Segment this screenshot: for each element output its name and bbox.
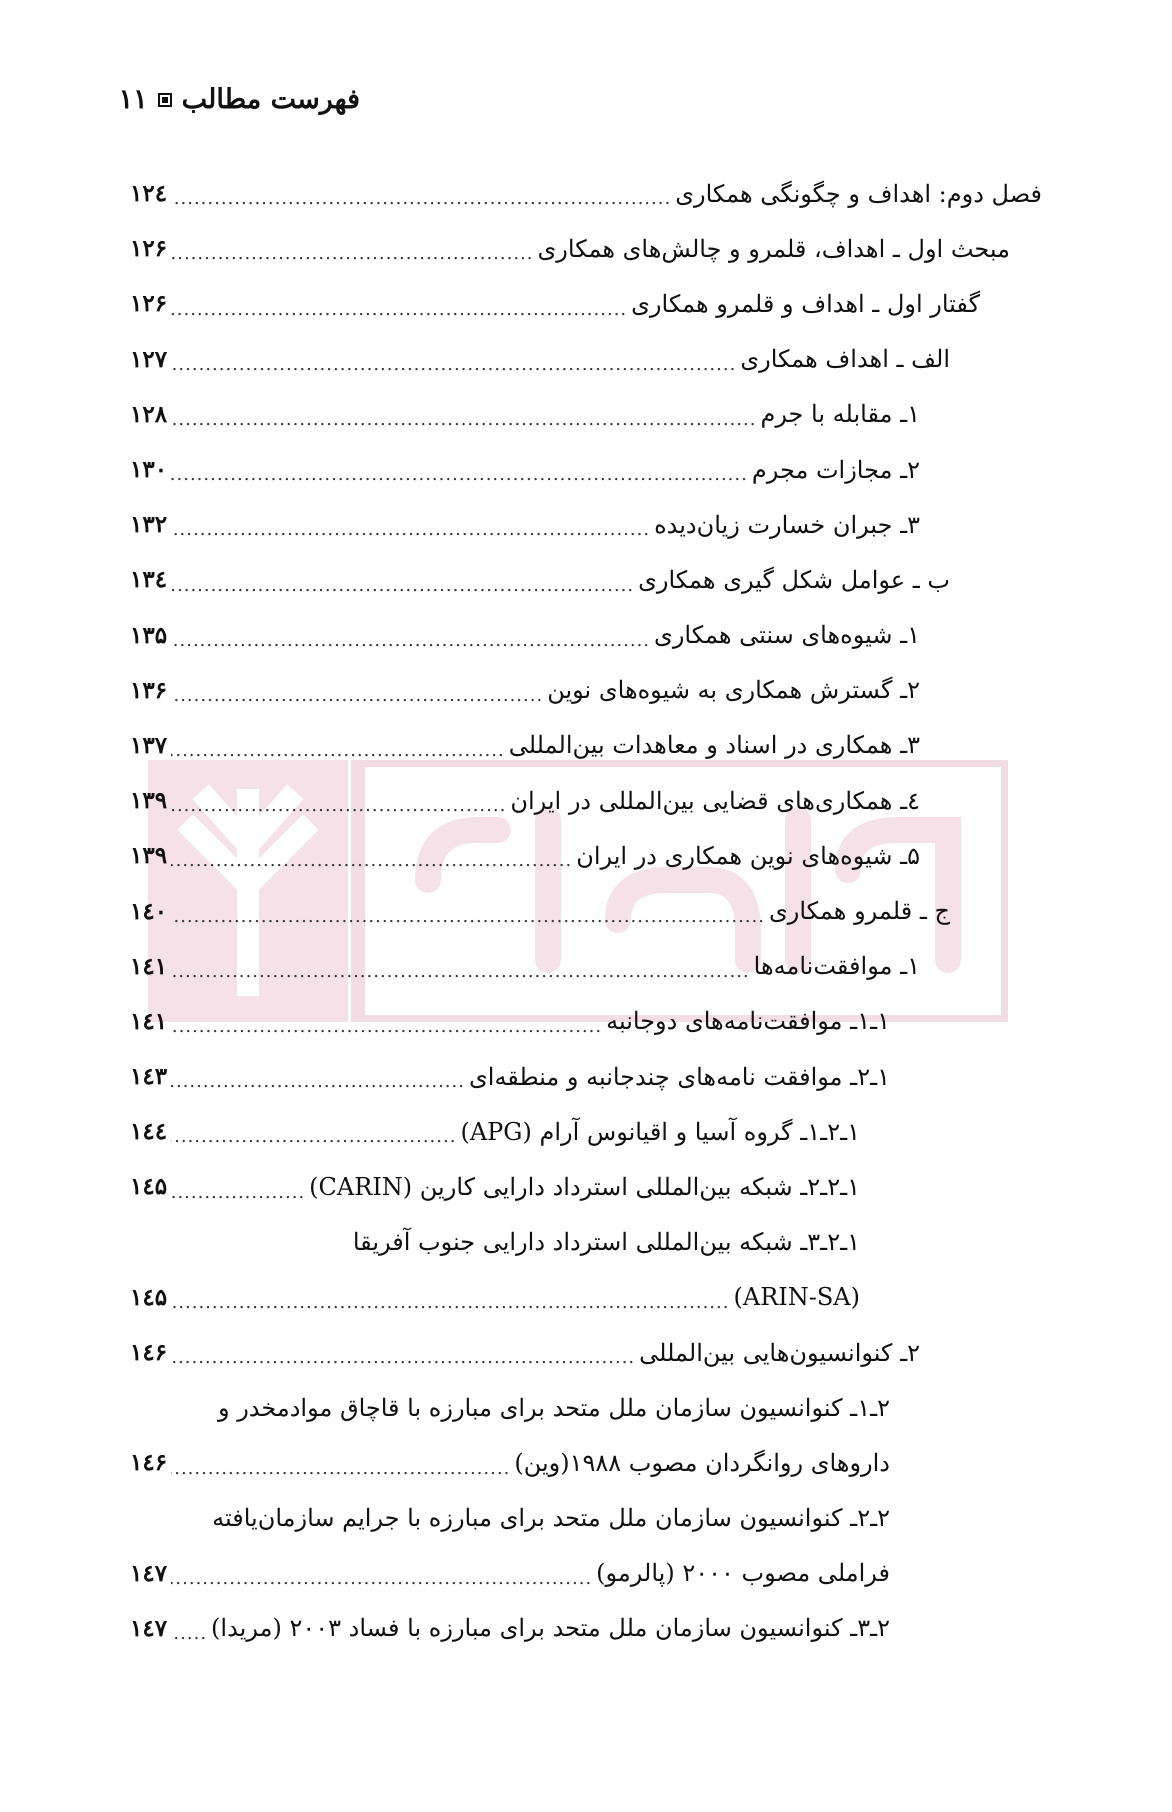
toc-entry-title: (ARIN-SA) [733,1283,860,1312]
toc-entry-page: ۱٤۰ [130,897,168,925]
toc-entry-page: ۱۳٤ [130,566,168,594]
dot-leader [171,188,671,221]
toc-entry [130,1435,1042,1490]
toc-entry [130,1325,1042,1380]
toc-entry [130,608,1042,663]
toc-entry [130,497,1042,552]
toc-entry-title: ۱ـ۲ـ۱ـ گروه آسیا و اقیانوس آرام (APG) [460,1117,860,1146]
dot-leader [171,961,750,994]
toc-entry-title: مبحث اول ـ اهداف، قلمرو و چالش‌های همکاری [537,234,1010,263]
toc-entry [130,1546,1042,1601]
toc-entry [130,718,1042,773]
toc-entry-page: ۱٤۷ [130,1614,168,1642]
dot-leader [171,575,634,608]
toc-entry-page: ۱۳۲ [130,511,168,539]
toc-entry-page: ۱۳۶ [130,676,168,704]
toc-entry [130,1104,1042,1159]
toc-entry [130,1159,1042,1214]
toc-entry-page: ۱۲۶ [130,290,168,318]
toc-entry-title: فصل دوم: اهداف و چگونگی همکاری [675,179,1042,208]
toc-entry-page: ۱٤۶ [130,1339,168,1367]
toc-entry-title: الف ـ اهداف همکاری [740,345,950,374]
dot-leader [171,519,650,552]
toc-entry-title: ۲ـ۱ـ کنوانسیون سازمان ملل متحد برای مبارزه با قاچاق موادمخدر و [217,1393,890,1422]
toc-entry [130,1380,1042,1435]
table-of-contents [130,166,1042,1656]
toc-entry-title: ۳ـ جبران خسارت زیان‌دیده [654,510,920,539]
toc-entry [130,773,1042,828]
toc-entry [130,332,1042,387]
toc-entry-page: ۱٤۵ [130,1283,168,1311]
dot-leader [171,1016,602,1049]
dot-leader [171,1292,729,1325]
toc-entry [130,1215,1042,1270]
toc-entry-title: داروهای روانگردان مصوب ۱۹۸۸(وین) [514,1448,890,1477]
toc-entry-page: ۱۳۵ [130,621,168,649]
toc-entry [130,994,1042,1049]
header-title: فهرست مطالب [181,84,360,115]
toc-entry-page: ۱۳۹ [130,787,168,815]
toc-entry-title: ۲ـ مجازات مجرم [751,455,920,484]
toc-entry-title: ۲ـ گسترش همکاری به شیوه‌های نوین [547,676,920,705]
toc-entry-page: ۱٤۱ [130,952,168,980]
toc-entry-title: ۱ـ۱ـ موافقت‌نامه‌های دوجانبه [606,1007,890,1036]
dot-leader [171,464,748,497]
toc-entry [130,387,1042,442]
page-header [119,84,360,115]
toc-entry-title: ۳ـ همکاری در اسناد و معاهدات بین‌المللی [508,731,920,760]
toc-entry [130,166,1042,221]
dot-leader [171,1071,465,1104]
toc-entry-title: گفتار اول ـ اهداف و قلمرو همکاری [631,289,980,318]
dot-leader [171,795,506,828]
dot-leader [171,1347,635,1380]
toc-entry-title: ٤ـ همکاری‌های قضایی بین‌المللی در ایران [510,786,920,815]
dot-leader [171,299,627,332]
toc-entry-title: ۱ـ۲ـ۲ـ شبکه بین‌المللی استرداد دارایی کارین (CARIN) [309,1172,860,1201]
toc-entry-title: فراملی مصوب ۲۰۰۰ (پالرمو) [596,1559,890,1588]
toc-entry [130,1270,1042,1325]
toc-entry-page: ۱۲۶ [130,235,168,263]
toc-entry-title: ۱ـ۲ـ موافقت نامه‌های چندجانبه و منطقه‌ای [468,1062,890,1091]
toc-entry-title: ۱ـ شیوه‌های سنتی همکاری [654,621,920,650]
dot-leader [171,409,756,442]
toc-entry [130,1491,1042,1546]
toc-entry-page: ۱٤٤ [130,1118,168,1146]
dot-leader [171,1568,592,1601]
toc-entry-page: ۱۳۷ [130,731,168,759]
dot-leader [171,243,533,276]
toc-entry-title: ۲ـ کنوانسیون‌هایی بین‌المللی [639,1338,920,1367]
toc-entry-title: ۲ـ۲ـ کنوانسیون سازمان ملل متحد برای مبارزه با جرایم سازمان‌یافته [212,1504,890,1533]
toc-entry [130,552,1042,607]
toc-entry-page: ۱۲٤ [130,180,168,208]
toc-entry [130,442,1042,497]
toc-entry-page: ۱۳۰ [130,456,168,484]
dot-leader [171,354,736,387]
dot-leader [171,1126,456,1159]
header-page-number: ۱۱ [118,84,148,115]
toc-entry-title: ۵ـ شیوه‌های نوین همکاری در ایران [576,841,920,870]
toc-entry [130,828,1042,883]
toc-entry-title: ۱ـ موافقت‌نامه‌ها [753,952,920,981]
dot-leader [171,850,572,883]
dot-leader [171,906,765,939]
toc-entry-title: ۱ـ۲ـ۳ـ شبکه بین‌المللی استرداد دارایی جنوب آفریقا [352,1228,860,1257]
toc-entry [130,939,1042,994]
toc-entry-title: ج ـ قلمرو همکاری [768,897,950,926]
toc-entry-page: ۱۲۸ [130,400,168,428]
toc-entry-page: ۱٤۶ [130,1449,168,1477]
toc-entry-page: ۱٤۵ [130,1173,168,1201]
dot-leader [171,1458,510,1491]
toc-entry-page: ۱۲۷ [130,345,168,373]
toc-entry-page: ۱٤۷ [130,1559,168,1587]
toc-entry-title: ۲ـ۳ـ کنوانسیون سازمان ملل متحد برای مبارزه با فساد ۲۰۰۳ (مریدا) [211,1614,890,1643]
square-bullet-icon [158,93,172,107]
toc-entry [130,1601,1042,1656]
toc-entry-title: ۱ـ مقابله با جرم [760,400,920,429]
dot-leader [171,740,505,773]
toc-entry [130,663,1042,718]
toc-entry-page: ۱٤۱ [130,1007,168,1035]
toc-entry [130,221,1042,276]
toc-entry [130,1049,1042,1104]
dot-leader [171,630,650,663]
toc-entry-page: ۱۳۹ [130,842,168,870]
toc-entry-page: ۱٤۳ [130,1063,168,1091]
dot-leader [171,685,543,718]
dot-leader [171,1623,207,1656]
dot-leader [171,1182,305,1215]
toc-entry-title: ب ـ عوامل شکل گیری همکاری [638,565,950,594]
toc-entry [130,276,1042,331]
toc-entry [130,883,1042,938]
